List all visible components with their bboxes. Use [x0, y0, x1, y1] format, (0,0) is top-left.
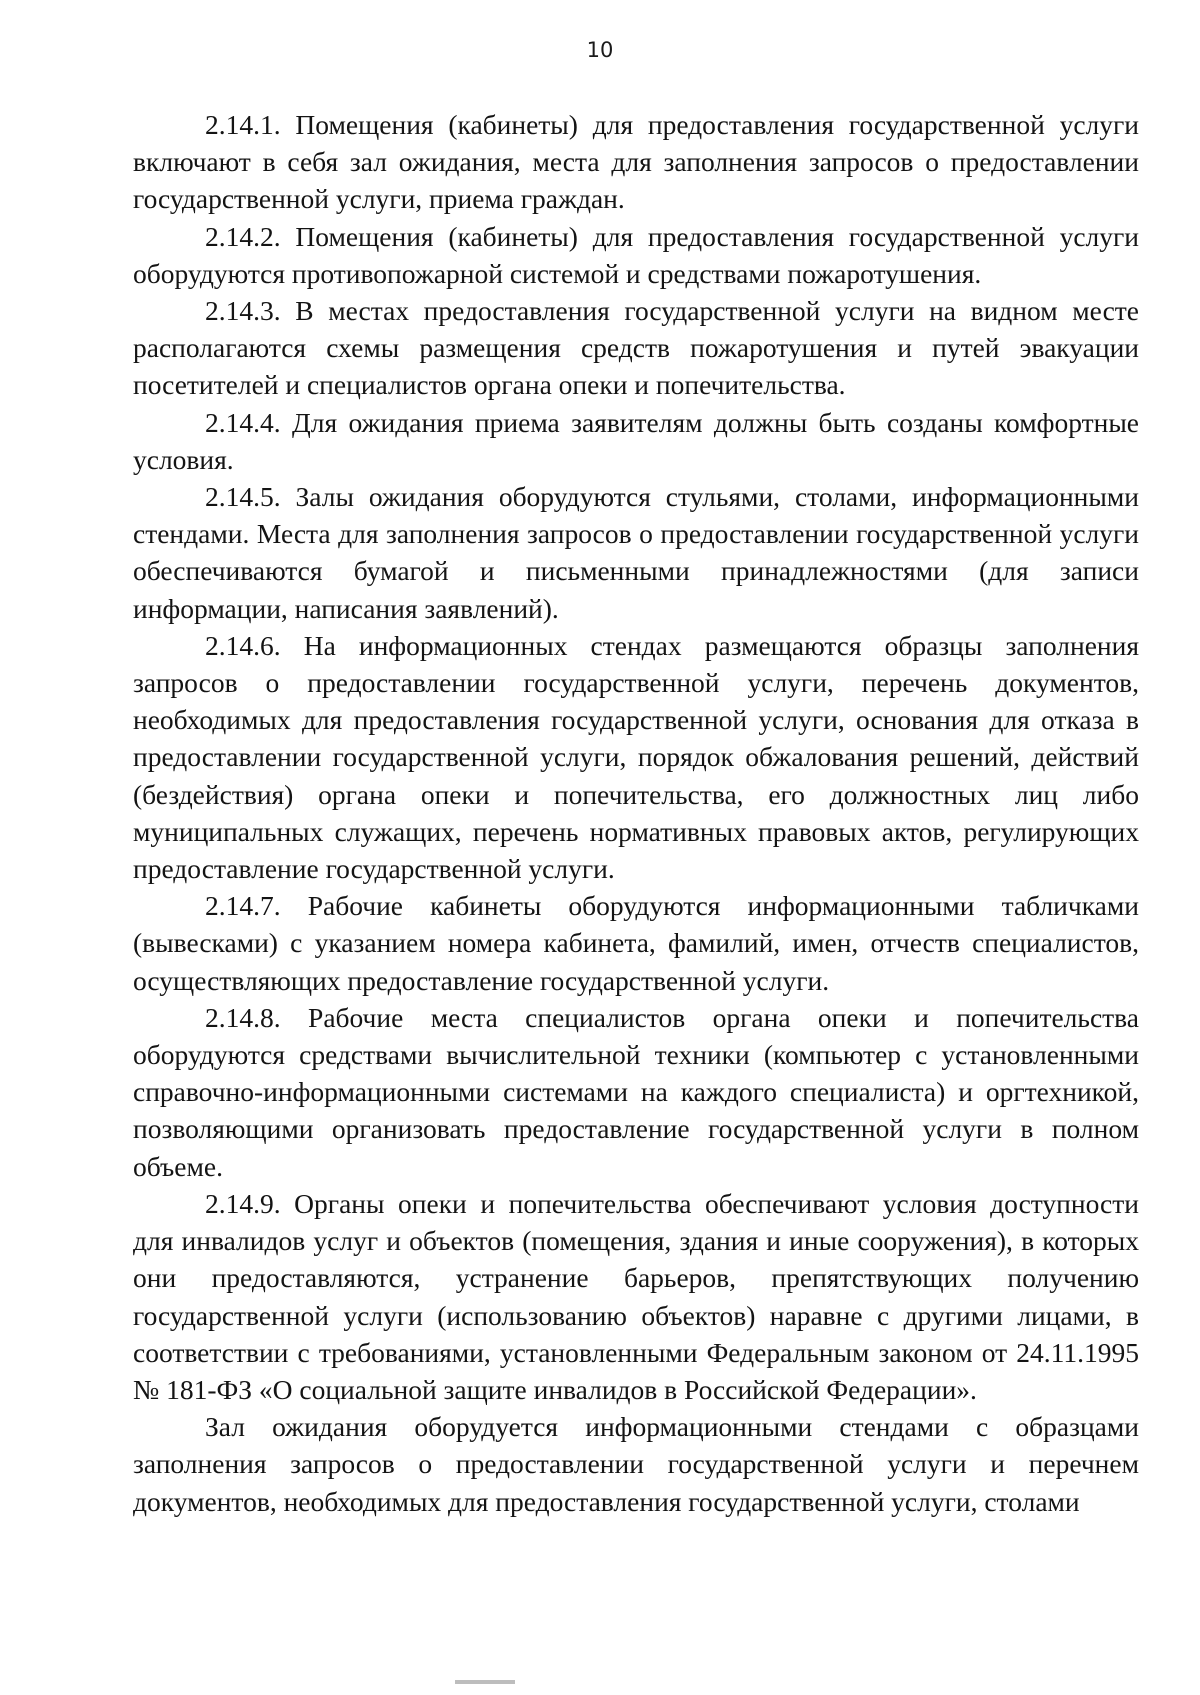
- paragraph-2-14-5: 2.14.5. Залы ожидания оборудуются стульями, столами, информационными стендами. Места для заполнения запросов о предоставлении государственной услуги обеспечиваются бумагой и письменными принадлежностями (для записи информации, написания заявлений).: [133, 481, 1139, 624]
- scan-edge-mark: [455, 1680, 515, 1684]
- paragraph-2-14-7: 2.14.7. Рабочие кабинеты оборудуются информационными табличками (вывесками) с указанием номера кабинета, фамилий, имен, отчеств специалистов, осуществляющих предоставление государственной услуги.: [133, 890, 1139, 996]
- paragraph-2-14-6: 2.14.6. На информационных стендах размещаются образцы заполнения запросов о предоставлении государственной услуги, перечень документов, необходимых для предоставления государственной услуги, основания для отказа в предоставлении государственной услуги, порядок обжалования решений, действий (бездействия) органа опеки и попечительства, его должностных лиц либо муниципальных служащих, перечень нормативных правовых актов, регулирующих предоставление государственной услуги.: [133, 629, 1139, 885]
- document-body: [133, 106, 1139, 1520]
- paragraph-2-14-1: 2.14.1. Помещения (кабинеты) для предоставления государственной услуги включают в себя зал ожидания, места для заполнения запросов о предоставлении государственной услуги, приема граждан.: [133, 109, 1139, 215]
- paragraph-2-14-4: 2.14.4. Для ожидания приема заявителям должны быть созданы комфортные условия.: [133, 406, 1139, 475]
- page-number: 10: [586, 38, 614, 62]
- paragraph-waiting-room: Зал ожидания оборудуется информационными стендами с образцами заполнения запросов о предоставлении государственной услуги и перечнем документов, необходимых для предоставления государственной услуги, столами: [133, 1411, 1139, 1517]
- paragraph-2-14-2: 2.14.2. Помещения (кабинеты) для предоставления государственной услуги оборудуются противопожарной системой и средствами пожаротушения.: [133, 220, 1139, 289]
- paragraph-2-14-8: 2.14.8. Рабочие места специалистов органа опеки и попечительства оборудуются средствами вычислительной техники (компьютер с установленными справочно-информационными системами на каждого специалиста) и оргтехникой, позволяющими организовать предоставление государственной услуги в полном объеме.: [133, 1001, 1139, 1182]
- paragraph-2-14-3: 2.14.3. В местах предоставления государственной услуги на видном месте располагаются схемы размещения средств пожаротушения и путей эвакуации посетителей и специалистов органа опеки и попечительства.: [133, 295, 1139, 401]
- paragraph-2-14-9: 2.14.9. Органы опеки и попечительства обеспечивают условия доступности для инвалидов услуг и объектов (помещения, здания и иные сооружения), в которых они предоставляются, устранение барьеров, препятствующих получению государственной услуги (использованию объектов) наравне с другими лицами, в соответствии с требованиями, установленными Федеральным законом от 24.11.1995 № 181-ФЗ «О социальной защите инвалидов в Российской Федерации».: [133, 1187, 1139, 1405]
